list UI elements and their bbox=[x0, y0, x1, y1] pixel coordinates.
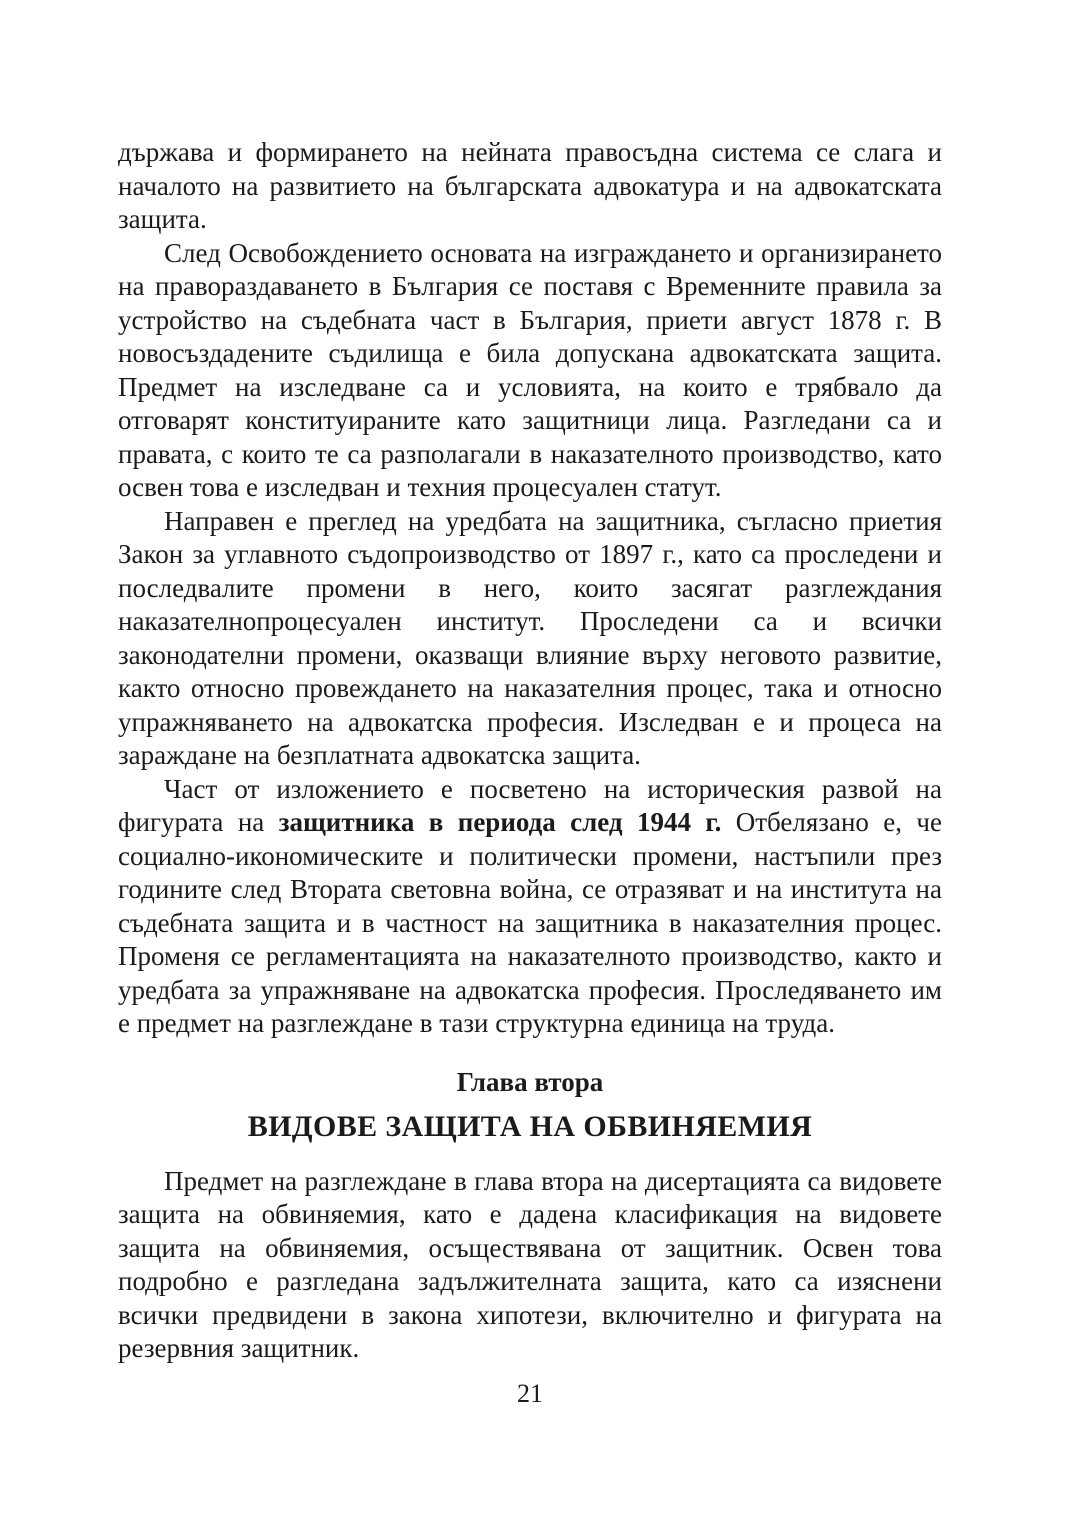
emphasis-bold: защитника в периода след 1944 г. bbox=[278, 807, 722, 837]
paragraph bbox=[118, 773, 942, 1041]
paragraph-text: Част от изложението е посветено на историческия развой на фигурата на bbox=[118, 773, 942, 837]
chapter-title-heading: ВИДОВЕ ЗАЩИТА НА ОБВИНЯЕМИЯ bbox=[247, 1109, 813, 1143]
paragraph-continuation: държава и формирането на нейната правосъдна система се слага и началото на развитието на българската адвокатура и на адвокатската защита. bbox=[118, 137, 942, 234]
paragraph: Предмет на разглеждане в глава втора на дисертацията са видовете защита на обвиняемия, като е дадена класификация на видовете защита на обвиняемия, осъществявана от защитник. Освен това подробно е разгледана задължителната защита, като са изяснени всички предвидени в закона хипотези, включително и фигурата на резервния защитник. bbox=[118, 1165, 942, 1363]
page-number: 21 bbox=[517, 1379, 543, 1408]
body-text bbox=[118, 136, 942, 1366]
paragraph: След Освобождението основата на изграждането и организирането на правораздаването в България се поставя с Временните правила за устройство на съдебната част в България, приети август 1878 г. В новосъздадените съдилища е била допускана адвокатската защита. Предмет на изследване са и условията, на които е трябвало да отговарят конституираните като защитници лица. Разгледани са и правата, с които те са разполагали в наказателното производство, като освен това е изследван и техния процесуален статут. bbox=[118, 237, 942, 502]
chapter-number-heading: Глава втора bbox=[456, 1066, 604, 1097]
paragraph-text: Отбелязано е, че социално-икономическите и политически промени, настъпили през годините след Втората световна война, се отразяват и на института на съдебната защита и в частност на защитника в наказателния процес. Променя се регламентацията на наказателното производство, както и уредбата за упражняване на адвокатска професия. Проследяването им е предмет на разглеждане в тази структурна единица на труда. bbox=[118, 807, 942, 1038]
paragraph: Направен е преглед на уредбата на защитника, съгласно приетия Закон за углавното съдопроизводство от 1897 г., като са проследени и последвалите промени в него, които засягат разглеждания наказателнопроцесуален институт. Проследени са и всички законодателни промени, оказващи влияние върху неговото развитие, както относно провеждането на наказателния процес, така и относно упражняването на адвокатска професия. Изследван е и процеса на зараждане на безплатната адвокатска защита. bbox=[118, 505, 942, 770]
